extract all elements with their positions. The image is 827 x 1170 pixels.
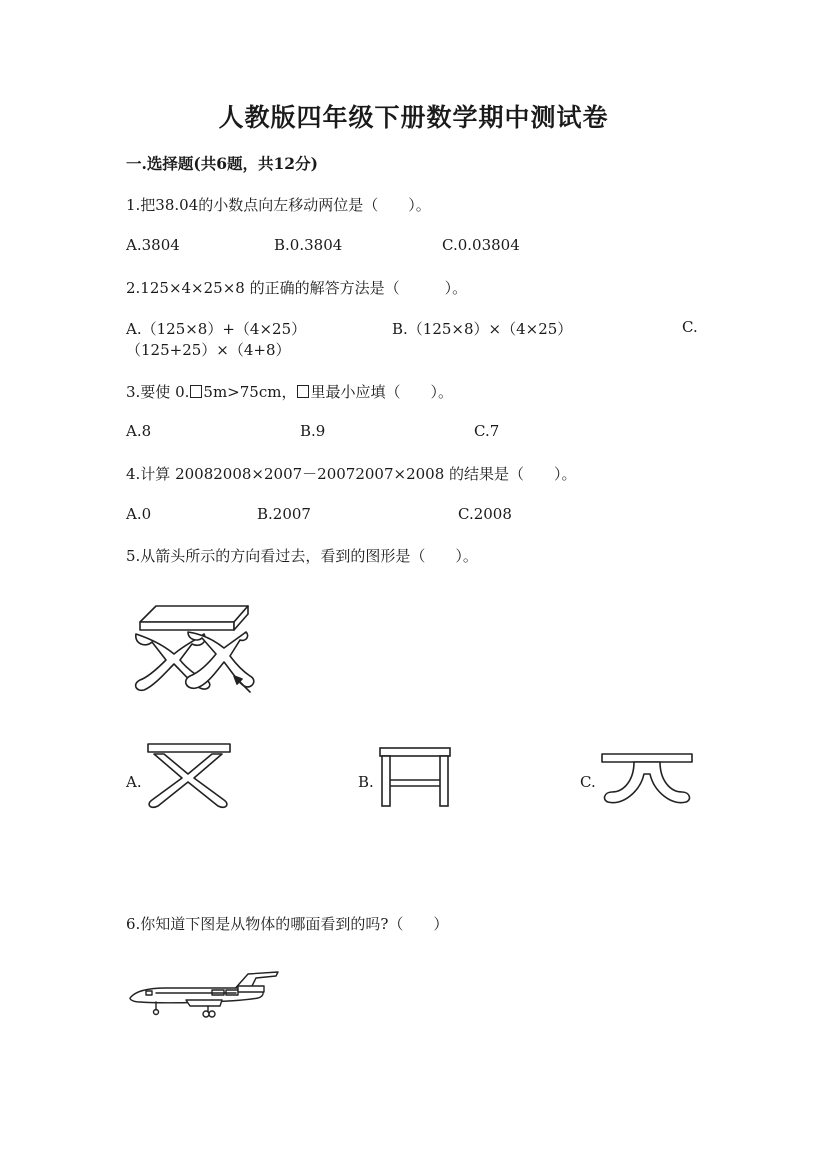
question-3-mid: 5m>75cm， bbox=[203, 383, 297, 401]
q5-option-c-label: C. bbox=[580, 773, 596, 791]
blank-box-icon bbox=[297, 385, 309, 398]
q3-option-b: B.9 bbox=[300, 422, 326, 440]
q5-option-a-label: A. bbox=[126, 773, 142, 791]
page-title: 人教版四年级下册数学期中测试卷 bbox=[218, 103, 609, 132]
q4-option-b: B.2007 bbox=[257, 505, 311, 523]
q2-option-c-label: C. bbox=[682, 318, 698, 336]
question-1: 1.把38.04的小数点向左移动两位是（ ）。 bbox=[126, 196, 431, 214]
q4-option-a: A.0 bbox=[126, 505, 152, 523]
q4-option-c: C.2008 bbox=[458, 505, 512, 523]
x-shaped-view-figure bbox=[142, 742, 236, 812]
q2-option-c: （125+25）×（4+8） bbox=[126, 341, 291, 359]
question-3-prefix: 3.要使 0. bbox=[126, 383, 190, 401]
question-5: 5.从箭头所示的方向看过去，看到的图形是（ ）。 bbox=[126, 547, 478, 565]
airplane-figure bbox=[126, 966, 282, 1020]
question-2: 2.125×4×25×8 的正确的解答方法是（ ）。 bbox=[126, 279, 468, 297]
question-6: 6.你知道下图是从物体的哪面看到的吗?（ ） bbox=[126, 915, 449, 933]
question-3 bbox=[126, 381, 453, 402]
section-heading: 一.选择题(共6题，共12分) bbox=[126, 154, 318, 173]
q1-option-a: A.3804 bbox=[126, 236, 180, 254]
q2-option-b: B.（125×8）×（4×25） bbox=[392, 320, 573, 338]
q1-option-c: C.0.03804 bbox=[442, 236, 520, 254]
question-3-suffix: 里最小应填（ ）。 bbox=[310, 383, 453, 401]
curved-legs-view-figure bbox=[600, 752, 694, 810]
blank-box-icon bbox=[190, 385, 202, 398]
frame-view-figure bbox=[378, 746, 452, 810]
q3-option-a: A.8 bbox=[126, 422, 152, 440]
q1-option-b: B.0.3804 bbox=[274, 236, 343, 254]
q2-option-a: A.（125×8）+（4×25） bbox=[126, 320, 307, 338]
stool-figure bbox=[126, 600, 256, 700]
q3-option-c: C.7 bbox=[474, 422, 500, 440]
q5-option-b-label: B. bbox=[358, 773, 374, 791]
question-4: 4.计算 20082008×2007－20072007×2008 的结果是（ ）。 bbox=[126, 465, 577, 483]
